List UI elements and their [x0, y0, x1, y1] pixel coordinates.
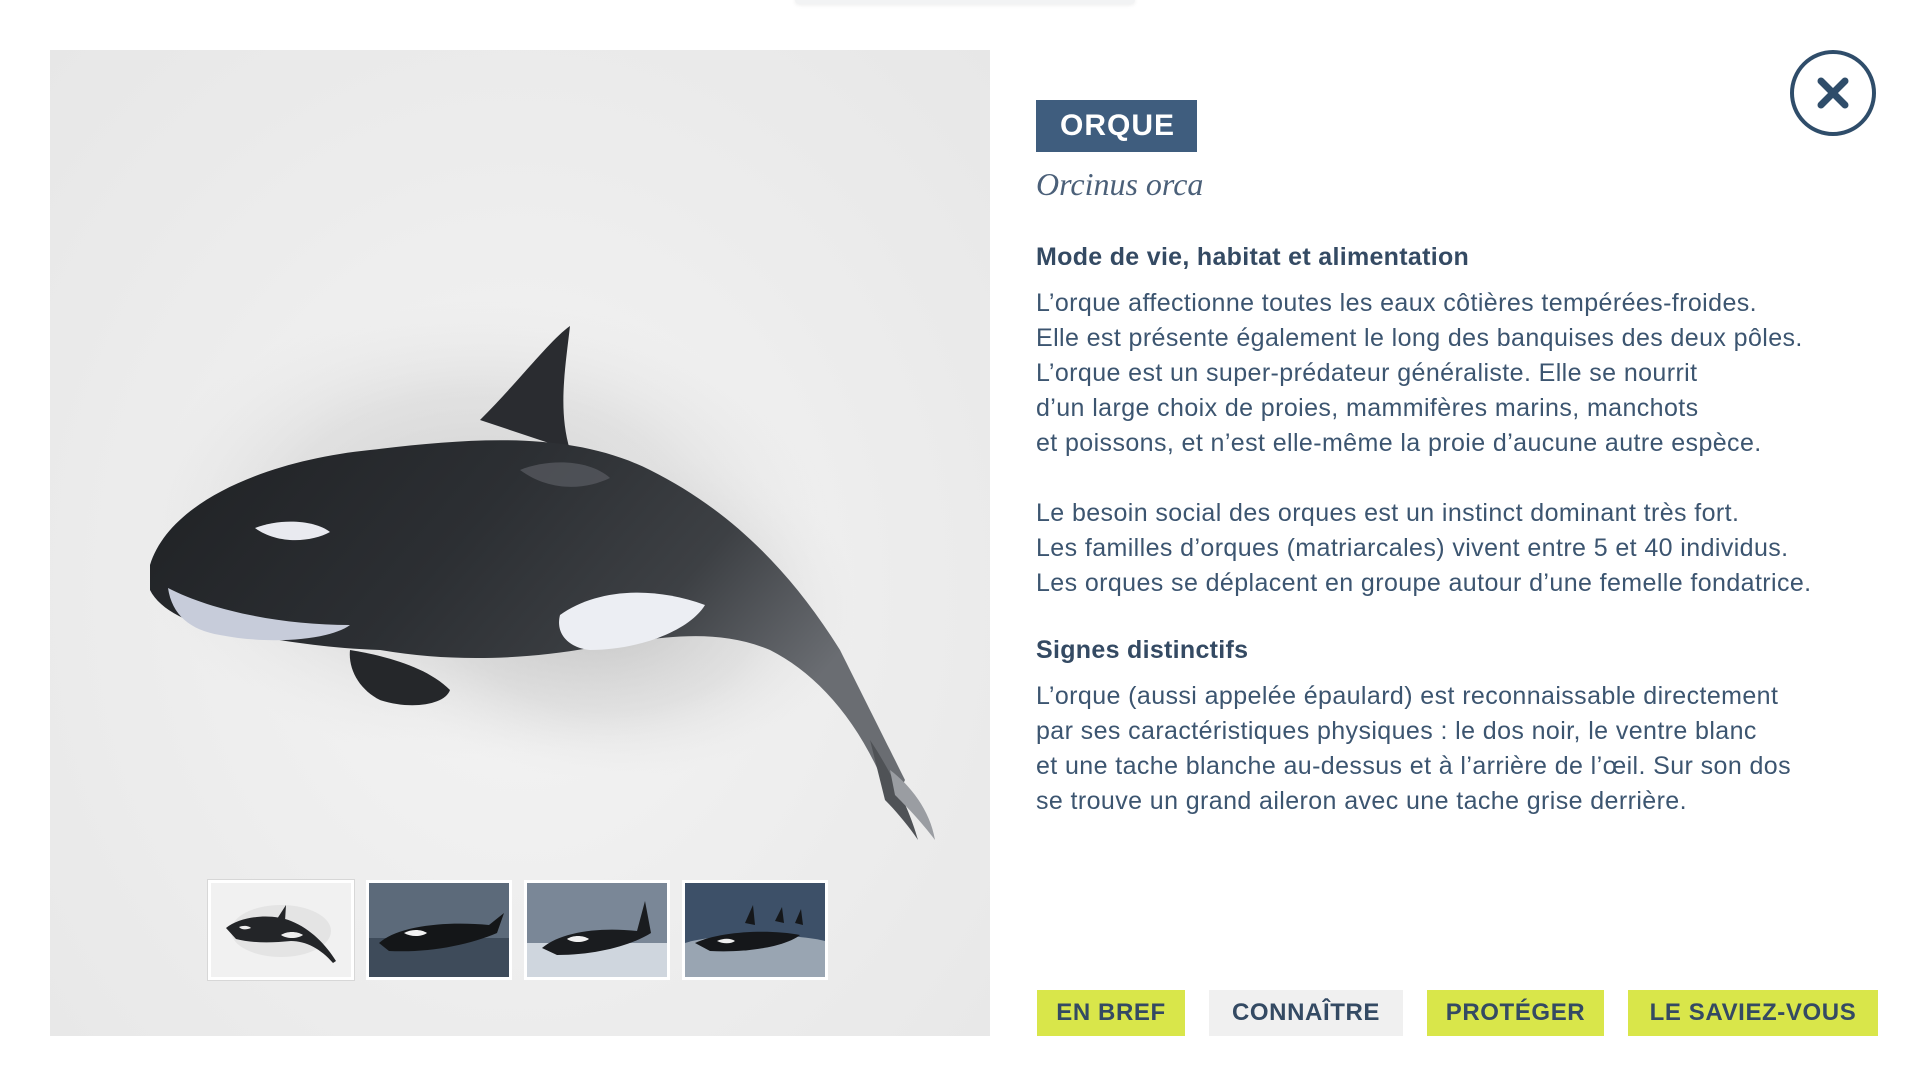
text-line: Les familles d’orques (matriarcales) vivent entre 5 et 40 individus.: [1036, 534, 1789, 562]
text-line: L’orque (aussi appelée épaulard) est reconnaissable directement: [1036, 682, 1779, 710]
thumbnail-photo-surfacing[interactable]: [366, 880, 512, 980]
orca-splash-icon: [527, 883, 667, 977]
thumbnail-photo-splash[interactable]: [524, 880, 670, 980]
text-line: d’un large choix de proies, mammifères marins, manchots: [1036, 394, 1699, 422]
habitat-paragraph-1: [1036, 286, 1876, 461]
habitat-paragraph-2: [1036, 496, 1876, 601]
section-tabs: [1037, 990, 1878, 1036]
tab-proteger[interactable]: PROTÉGER: [1427, 990, 1604, 1036]
text-line: L’orque est un super-prédateur généraliste. Elle se nourrit: [1036, 359, 1698, 387]
signs-paragraph: [1036, 679, 1876, 819]
orca-thumb-icon: [211, 883, 351, 977]
media-panel: [50, 50, 990, 1036]
text-line: L’orque affectionne toutes les eaux côtières tempérées-froides.: [1036, 289, 1757, 317]
orca-photo-icon: [369, 883, 509, 977]
tab-connaitre[interactable]: CONNAÎTRE: [1209, 990, 1403, 1036]
thumbnail-illustration[interactable]: [208, 880, 354, 980]
tab-le-saviez-vous[interactable]: LE SAVIEZ-VOUS: [1628, 990, 1878, 1036]
text-line: Le besoin social des orques est un instinct dominant très fort.: [1036, 499, 1740, 527]
text-line: par ses caractéristiques physiques : le dos noir, le ventre blanc: [1036, 717, 1757, 745]
thumbnail-photo-pod[interactable]: [682, 880, 828, 980]
species-name-badge: ORQUE: [1036, 100, 1197, 152]
thumbnail-strip: [208, 880, 828, 980]
text-line: Elle est présente également le long des banquises des deux pôles.: [1036, 324, 1803, 352]
text-line: Les orques se déplacent en groupe autour d’une femelle fondatrice.: [1036, 569, 1812, 597]
latin-name: Orcinus orca: [1036, 166, 1204, 202]
orca-pod-icon: [685, 883, 825, 977]
section-title-signs: Signes distinctifs: [1036, 636, 1249, 664]
pull-handle[interactable]: [795, 0, 1135, 4]
section-title-habitat: Mode de vie, habitat et alimentation: [1036, 243, 1470, 271]
text-line: se trouve un grand aileron avec une tache grise derrière.: [1036, 787, 1687, 815]
text-line: et une tache blanche au-dessus et à l’arrière de l’œil. Sur son dos: [1036, 752, 1791, 780]
tab-en-bref[interactable]: EN BREF: [1037, 990, 1185, 1036]
text-line: et poissons, et n’est elle-même la proie d’aucune autre espèce.: [1036, 429, 1762, 457]
species-info: [1036, 100, 1876, 819]
